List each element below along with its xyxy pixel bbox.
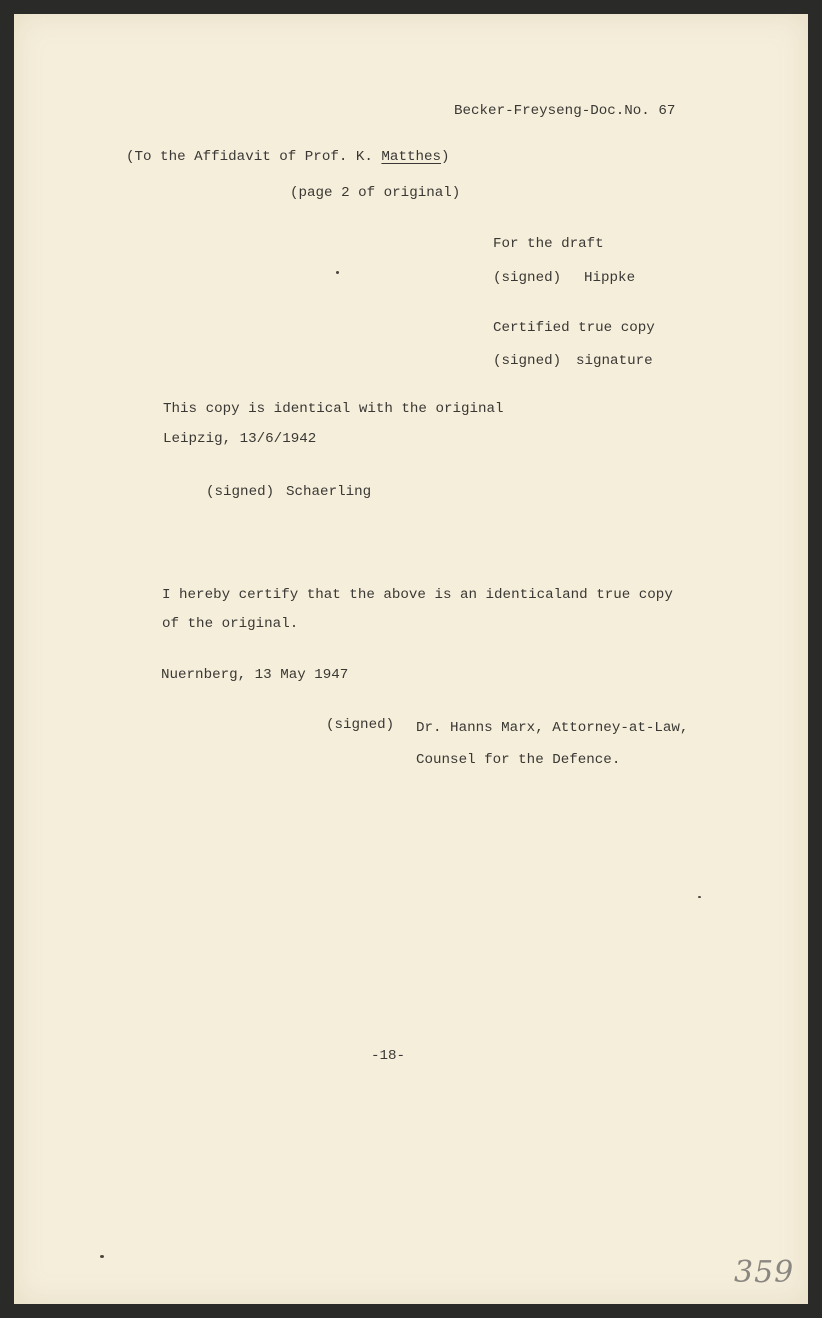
page-reference: (page 2 of original) — [290, 185, 461, 201]
place-date: Leipzig, 13/6/1942 — [163, 431, 317, 447]
certified-label: Certified true copy — [493, 320, 655, 336]
page-number: -18- — [371, 1048, 406, 1064]
counsel-role: Counsel for the Defence. — [416, 752, 621, 768]
signed-label: (signed) — [206, 484, 275, 500]
signed-label: (signed) — [326, 717, 395, 733]
signed-label: (signed) — [493, 270, 562, 286]
affidavit-suffix: ) — [441, 149, 450, 165]
ink-speck — [336, 271, 339, 274]
affidavit-name: Matthes — [381, 149, 442, 165]
place-date: Nuernberg, 13 May 1947 — [161, 667, 349, 683]
counsel-name: Dr. Hanns Marx, Attorney-at-Law, — [416, 720, 689, 736]
draft-label: For the draft — [493, 236, 604, 252]
affidavit-prefix: (To the Affidavit of Prof. K. — [126, 149, 373, 165]
certification-line: of the original. — [162, 616, 299, 632]
document-page — [14, 14, 808, 1304]
identical-statement: This copy is identical with the original — [163, 401, 504, 417]
signer-name: signature — [576, 353, 653, 369]
signer-name: Hippke — [584, 270, 636, 286]
certification-line: I hereby certify that the above is an identicaland true copy — [162, 587, 673, 603]
ink-speck — [698, 896, 701, 898]
signer-name: Schaerling — [286, 484, 372, 500]
doc-number: Becker-Freyseng-Doc.No. 67 — [454, 103, 676, 119]
ink-speck — [100, 1255, 104, 1258]
signed-label: (signed) — [493, 353, 562, 369]
handwritten-page-number: 359 — [734, 1255, 795, 1290]
affidavit-reference — [126, 150, 450, 164]
